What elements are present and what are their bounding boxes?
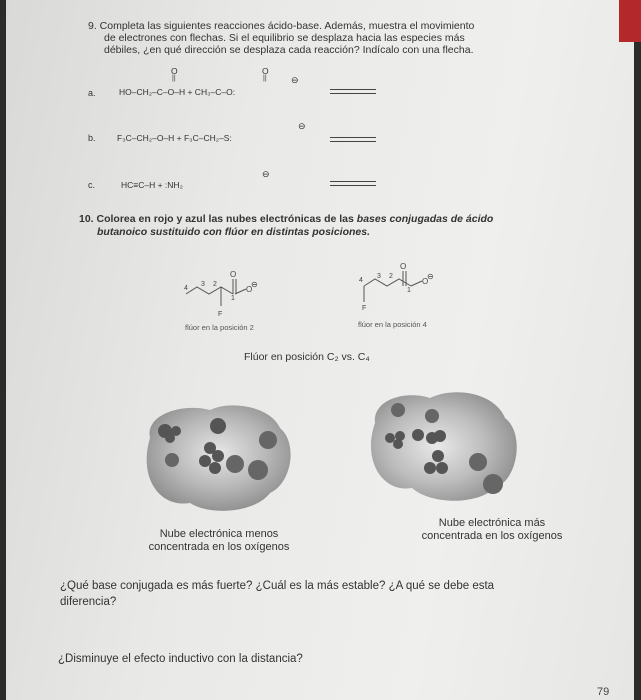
- reaction-a-text: HO–CH₂–C–O–H + CH₃–C–O:: [119, 87, 236, 97]
- q10-line2: [97, 226, 370, 238]
- cloud-caption-2: [392, 517, 592, 543]
- svg-text:⊖: ⊖: [427, 272, 434, 281]
- caption-fluoro-2: flúor en la posición 2: [185, 323, 254, 332]
- reaction-c-text: HC≡C–H + :NH₂: [121, 180, 183, 190]
- reaction-c-letter: c.: [88, 180, 96, 190]
- q10-line1: [79, 213, 493, 225]
- svg-text:1: 1: [407, 287, 411, 294]
- q10-line1-italic: bases conjugadas de ácido: [356, 213, 494, 225]
- q10-line1-plain: 10. Colorea en rojo y azul las nubes electrónicas de las: [79, 213, 357, 225]
- svg-text:F: F: [362, 305, 367, 312]
- q9-line1: 9. Completa las siguientes reacciones ácido-base. Además, muestra el movimiento: [88, 20, 475, 32]
- svg-text:⊖: ⊖: [251, 280, 258, 289]
- svg-text:3: 3: [377, 273, 381, 280]
- question-inductive-effect: ¿Disminuye el efecto inductivo con la distancia?: [58, 653, 303, 665]
- double-bond-2: ||: [263, 75, 267, 82]
- cloud-caption-1: [124, 528, 314, 554]
- svg-text:4: 4: [359, 277, 363, 284]
- svg-text:F: F: [218, 311, 223, 318]
- svg-text:O: O: [422, 277, 429, 286]
- reaction-a-letter: a.: [88, 88, 96, 98]
- cloud-caption-1-line1: Nube electrónica menos: [159, 528, 279, 540]
- caption-fluoro-4: flúor en la posición 4: [358, 320, 427, 329]
- svg-text:4: 4: [184, 285, 188, 292]
- comparison-title: Flúor en posición C₂ vs. C₄: [244, 351, 370, 363]
- charge-minus-a: ⊖: [291, 75, 299, 85]
- reaction-b-text: F₃C–CH₂–O–H + F₃C–CH₂–S:: [117, 133, 232, 143]
- electron-cloud-fluoro-2: [130, 398, 300, 518]
- q9-line3: débiles, ¿en qué dirección se desplaza cada reacción? Indícalo con una flecha.: [104, 44, 474, 56]
- structure-fluoro-2: [180, 270, 270, 320]
- cloud-caption-2-line1: Nube electrónica más: [438, 517, 546, 529]
- double-bond-1: ||: [172, 75, 176, 82]
- cloud-caption-1-line2: concentrada en los oxígenos: [148, 541, 290, 553]
- red-edge: [619, 0, 641, 42]
- question-stability-line2: diferencia?: [60, 596, 117, 608]
- q9-line2: de electrones con flechas. Si el equilibrio se desplaza hacia las especies más: [104, 32, 465, 44]
- equilibrium-arrow-b: [330, 136, 376, 144]
- question-stability-line1: ¿Qué base conjugada es más fuerte? ¿Cuál es la más estable? ¿A qué se debe esta: [60, 580, 495, 592]
- electron-cloud-fluoro-4: [360, 388, 530, 508]
- carbonyl-o-1: O: [171, 66, 178, 76]
- svg-text:2: 2: [389, 273, 393, 280]
- svg-text:1: 1: [231, 295, 235, 302]
- structure-fluoro-4: [358, 262, 448, 312]
- svg-text:O: O: [230, 270, 237, 279]
- svg-text:2: 2: [213, 281, 217, 288]
- equilibrium-arrow-c: [330, 180, 376, 188]
- svg-text:O: O: [246, 285, 253, 294]
- cloud-caption-2-line2: concentrada en los oxígenos: [421, 530, 563, 542]
- svg-text:3: 3: [201, 281, 205, 288]
- charge-minus-b: ⊖: [298, 121, 306, 131]
- svg-text:O: O: [400, 262, 407, 271]
- q10-line2-italic: butanoico sustituido con flúor en distintas posiciones.: [97, 226, 371, 238]
- charge-minus-c: ⊖: [262, 169, 270, 179]
- equilibrium-arrow-a: [330, 88, 376, 96]
- page-number: 79: [597, 686, 610, 698]
- reaction-b-letter: b.: [88, 133, 96, 143]
- carbonyl-o-2: O: [262, 66, 269, 76]
